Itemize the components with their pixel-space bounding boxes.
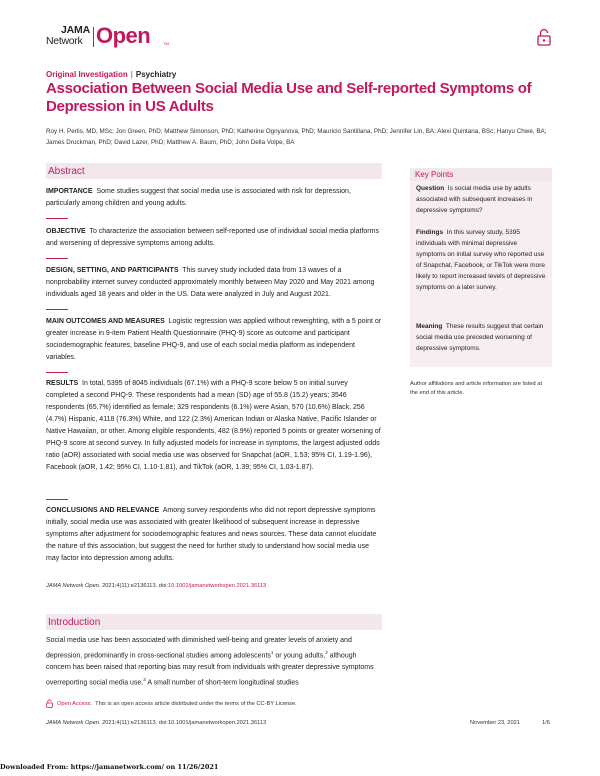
section-divider: [46, 218, 68, 219]
meaning-text: These results suggest that certain social media use preceded worsening of depressive symptoms.: [416, 323, 544, 352]
intro-text-part: although concern has been raised that reporting bias may result from individuals with greater depressive symptoms overreporting social media use.: [46, 652, 374, 687]
key-points-findings: [416, 227, 548, 293]
article-category: [46, 70, 176, 80]
abstract-objective: [46, 226, 382, 250]
open-access-lock-icon: [537, 28, 551, 46]
citation-journal: JAMA Network Open.: [46, 583, 101, 589]
logo-separator: [93, 27, 94, 47]
key-points-heading: Key Points: [415, 170, 454, 179]
findings-label: Findings: [416, 229, 444, 236]
results-text: In total, 5395 of 8045 individuals (67.1%) with a PHQ-9 score below 5 on initial survey completed a second PHQ-9. These respondents had a mean (SD) age of 55.8 (15.2) years; 3546 respondents (65.7%) identified as female; 329 respondents (6.1%) were Asian, 570 (10.6%) Black, 256 (4.7%) Hispanic, 4118 (76.3%) White, and 122 (2.3%) American Indian or Alaska Native, Pacific Islander or Native Hawaiian, or other. Among eligible respondents, 482 (8.9%) reported 5 points or greater worsening of PHQ-9 score at second survey. In fully adjusted models for increase in symptoms, the largest adjusted odds ratio (aOR) associated with social media use was observed for Snapchat (aOR, 1.53; 95% CI, 1.19-1.96), Facebook (aOR, 1.42; 95% CI, 1.10-1.81), and TikTok (aOR, 1.39; 95% CI, 1.03-1.87).: [46, 380, 381, 471]
footer-ref: 2021;4(11):e2136113. doi:10.1001/jamanetworkopen.2021.36113: [102, 720, 267, 726]
question-text: Is social media use by adults associated with subsequent increases in depressive symptoms?: [416, 185, 533, 214]
question-label: Question: [416, 185, 445, 192]
design-text: This survey study included data from 13 waves of a nonprobability internet survey conducted approximately monthly between May 2020 and May 2021 among individuals aged 18 years and older in the US. Data were analyzed in July and August 2021.: [46, 267, 375, 298]
reference-1[interactable]: 1: [270, 650, 274, 655]
key-points-meaning: [416, 321, 548, 354]
category-separator: |: [130, 70, 133, 79]
logo-open: Open: [96, 23, 151, 48]
intro-text-part: A small number of short-term longitudinal studies: [145, 679, 299, 687]
category-type: Original Investigation: [46, 70, 128, 79]
results-label: RESULTS: [46, 380, 79, 387]
abstract-results: [46, 378, 382, 474]
citation-doi-link[interactable]: 10.1001/jamanetworkopen.2021.36113: [167, 583, 267, 589]
section-divider: [46, 372, 68, 373]
objective-label: OBJECTIVE: [46, 228, 86, 235]
article-title: Association Between Social Media Use and Self-reported Symptoms of Depression in US Adults: [46, 80, 532, 115]
footer-journal: JAMA Network Open.: [46, 720, 101, 726]
intro-text-part: Social media use has been associated with diminished well-being and greater levels of anxiety and depression, predominantly in cross-sectional studies among adolescents: [46, 637, 352, 660]
author-affiliations-note: Author affiliations and article information are listed at the end of this article.: [410, 381, 543, 396]
importance-label: IMPORTANCE: [46, 188, 93, 195]
footer-date: November 23, 2021: [470, 720, 520, 726]
journal-logo: [46, 25, 176, 55]
open-access-statement: [46, 700, 446, 708]
download-watermark: Downloaded From: https://jamanetwork.com/ on 11/26/2021: [0, 763, 219, 771]
key-points-question: [416, 183, 548, 216]
conclusions-text: Among survey respondents who did not report depressive symptoms initially, social media use was associated with greater likelihood of subsequent increase in depressive symptoms after adjustment for sociodemographic features and news sources. These data cannot elucidate the nature of this association, but suggest the need for further study to understand how social media use may factor into depression among adults.: [46, 507, 377, 562]
abstract-importance: [46, 186, 382, 210]
category-subject: Psychiatry: [135, 70, 177, 79]
abstract-heading: Abstract: [48, 166, 85, 177]
outcomes-label: MAIN OUTCOMES AND MEASURES: [46, 318, 165, 325]
author-list: Roy H. Perlis, MD, MSc; Jon Green, PhD; Matthew Simonson, PhD; Katherine Ognyanova, PhD; Mauricio Santillana, PhD; Jennifer Lin, BA; Alexi Quintana, BSc; Hanyu Chwe, BA; James Druckman, PhD; David Lazer, PhD; Matthew A. Baum, PhD; John Della Volpe, BA: [46, 128, 547, 146]
introduction-heading: Introduction: [48, 617, 101, 628]
section-divider: [46, 258, 68, 259]
section-divider: [46, 499, 68, 500]
abstract-design: [46, 265, 382, 301]
footer-page-number: 1/6: [542, 720, 550, 726]
reference-3[interactable]: 3: [143, 677, 146, 683]
objective-text: To characterize the association between self-reported use of individual social media platforms and worsening of depressive symptoms among adults.: [46, 228, 379, 247]
design-label: DESIGN, SETTING, AND PARTICIPANTS: [46, 267, 179, 274]
introduction-text: [46, 635, 382, 690]
importance-text: Some studies suggest that social media use is associated with risk for depression, particularly among children and young adults.: [46, 188, 351, 207]
citation-ref: 2021;4(11):e2136113. doi:: [102, 583, 168, 589]
logo-tm: TM: [163, 41, 169, 46]
page-footer: [46, 719, 554, 727]
article-citation: [46, 582, 382, 590]
outcomes-text: Logistic regression was applied without reweighting, with a 5 point or greater increase in 9-item Patient Health Questionnaire (PHQ-9) score as outcome and participant sociodemographic features, baseline PHQ-9, and use of each social media platform as independent variables.: [46, 318, 382, 361]
logo-jama: JAMA: [61, 24, 90, 36]
section-divider: [46, 309, 68, 310]
findings-text: In this survey study, 5395 individuals with minimal depressive symptoms on initial survey who reported use of Snapchat, Facebook, or TikTok were more likely to report increased levels of depressive symptoms on a later survey.: [416, 229, 546, 291]
meaning-label: Meaning: [416, 323, 443, 330]
abstract-conclusions: [46, 505, 382, 565]
abstract-heading-bar: [46, 163, 382, 179]
conclusions-label: CONCLUSIONS AND RELEVANCE: [46, 507, 160, 514]
open-access-label: Open Access.: [57, 701, 93, 707]
reference-2[interactable]: 2: [325, 650, 328, 655]
introduction-heading-bar: [46, 614, 382, 630]
key-points-heading-bar: [410, 168, 552, 181]
abstract-outcomes: [46, 316, 382, 364]
intro-text-part: or young adults,: [273, 652, 326, 660]
open-access-text: This is an open access article distributed under the terms of the CC-BY License.: [95, 701, 297, 707]
logo-network: Network: [46, 35, 83, 47]
